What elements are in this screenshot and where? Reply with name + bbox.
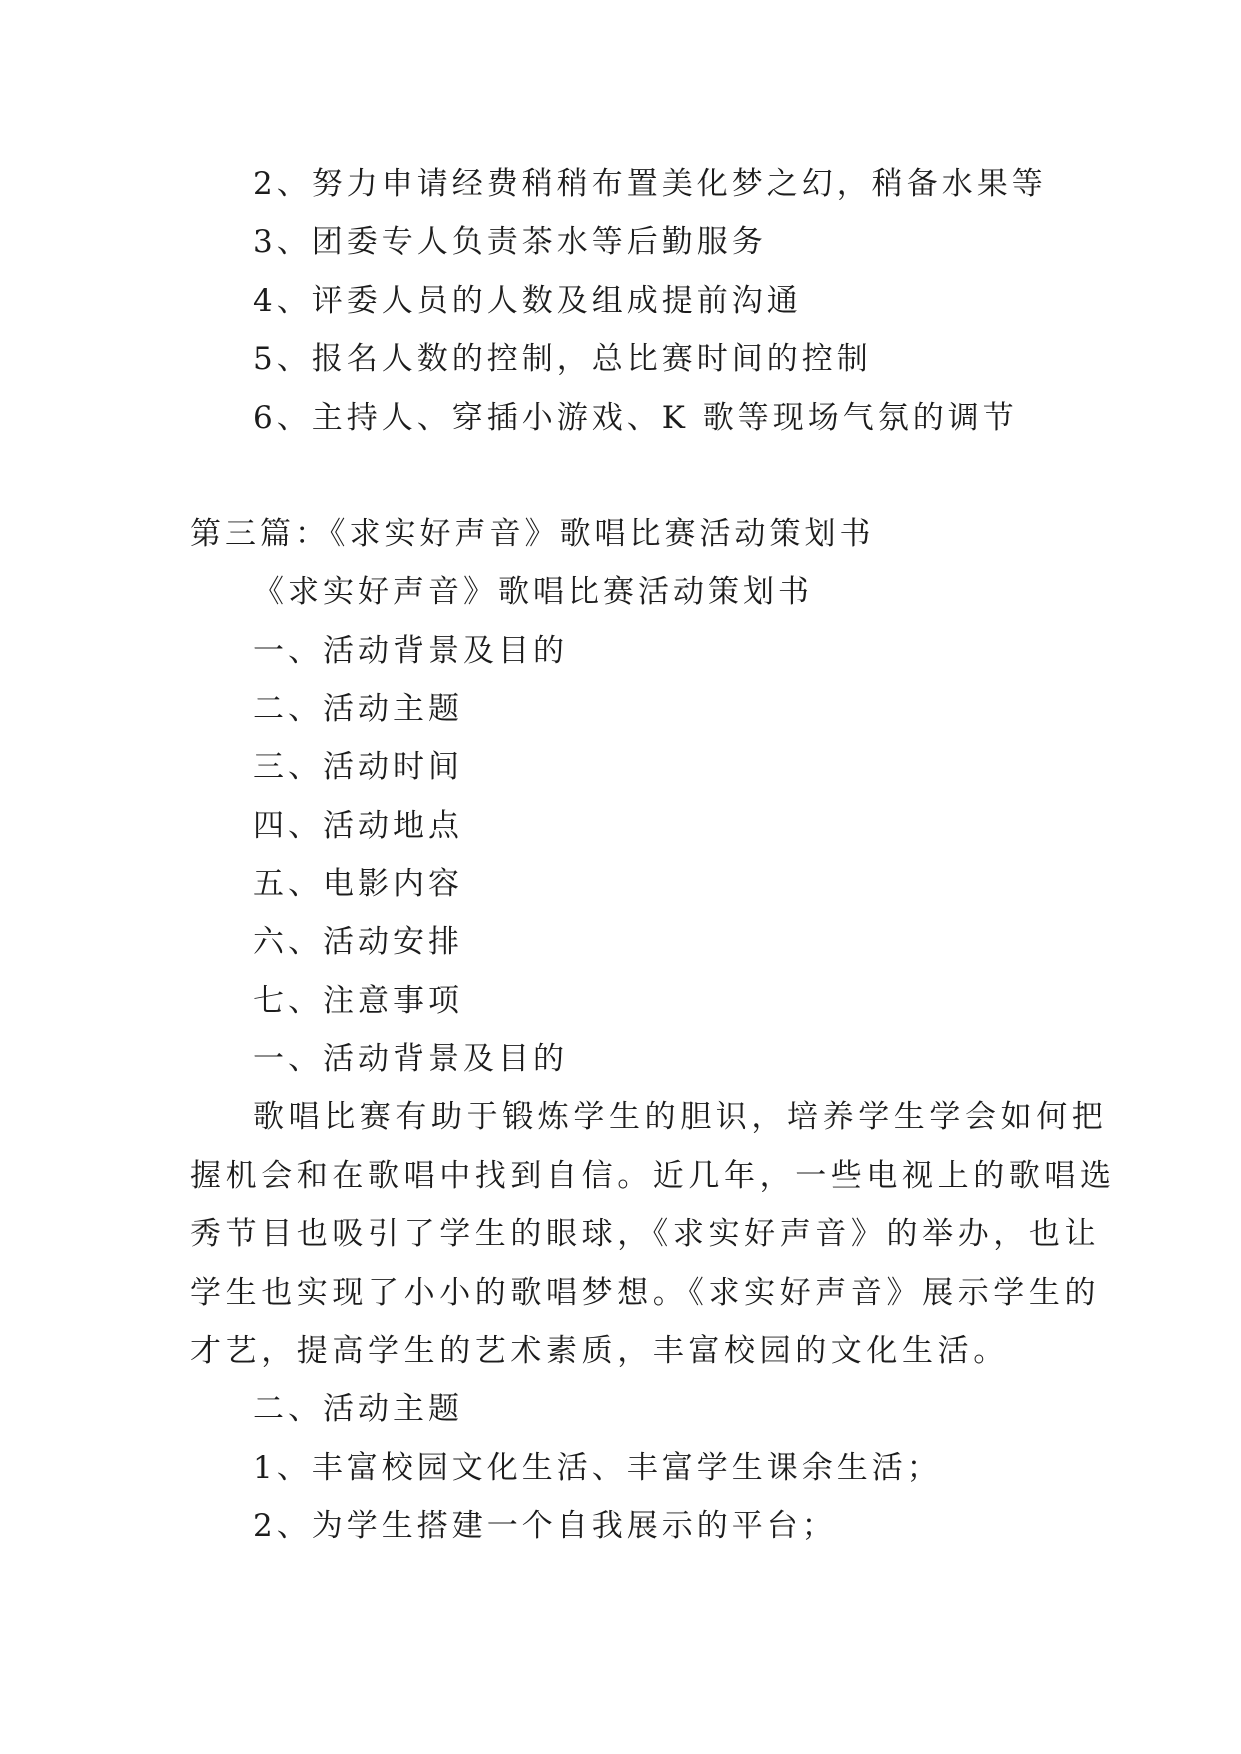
list-item: 4、评委人员的人数及组成提前沟通	[253, 283, 802, 319]
chapter-heading: 第三篇：《求实好声音》歌唱比赛活动策划书	[190, 516, 875, 552]
paragraph-line: 才艺，提高学生的艺术素质，丰富校园的文化生活。	[190, 1333, 1009, 1369]
list-item: 5、报名人数的控制，总比赛时间的控制	[253, 341, 872, 377]
outline-item: 四、活动地点	[253, 808, 463, 844]
list-item: 6、主持人、穿插小游戏、K 歌等现场气氛的调节	[253, 400, 1018, 436]
paragraph-line: 秀节目也吸引了学生的眼球，《求实好声音》的举办，也让	[190, 1216, 1101, 1252]
list-item: 1、丰富校园文化生活、丰富学生课余生活；	[253, 1450, 942, 1486]
paragraph-line: 握机会和在歌唱中找到自信。近几年，一些电视上的歌唱选	[190, 1158, 1116, 1194]
paragraph-line: 学生也实现了小小的歌唱梦想。《求实好声音》展示学生的	[190, 1275, 1101, 1311]
paragraph-line: 歌唱比赛有助于锻炼学生的胆识，培养学生学会如何把	[253, 1099, 1108, 1135]
list-item: 2、为学生搭建一个自我展示的平台；	[253, 1508, 837, 1544]
section-heading: 二、活动主题	[253, 1391, 463, 1427]
outline-item: 五、电影内容	[253, 866, 463, 902]
outline-item: 一、活动背景及目的	[253, 633, 568, 669]
document-title: 《求实好声音》歌唱比赛活动策划书	[253, 574, 813, 610]
outline-item: 七、注意事项	[253, 983, 463, 1019]
list-item: 2、努力申请经费稍稍布置美化梦之幻，稍备水果等	[253, 166, 1047, 202]
outline-item: 三、活动时间	[253, 749, 463, 785]
list-item: 3、团委专人负责茶水等后勤服务	[253, 224, 767, 260]
outline-item: 二、活动主题	[253, 691, 463, 727]
outline-item: 六、活动安排	[253, 924, 463, 960]
section-heading: 一、活动背景及目的	[253, 1041, 568, 1077]
